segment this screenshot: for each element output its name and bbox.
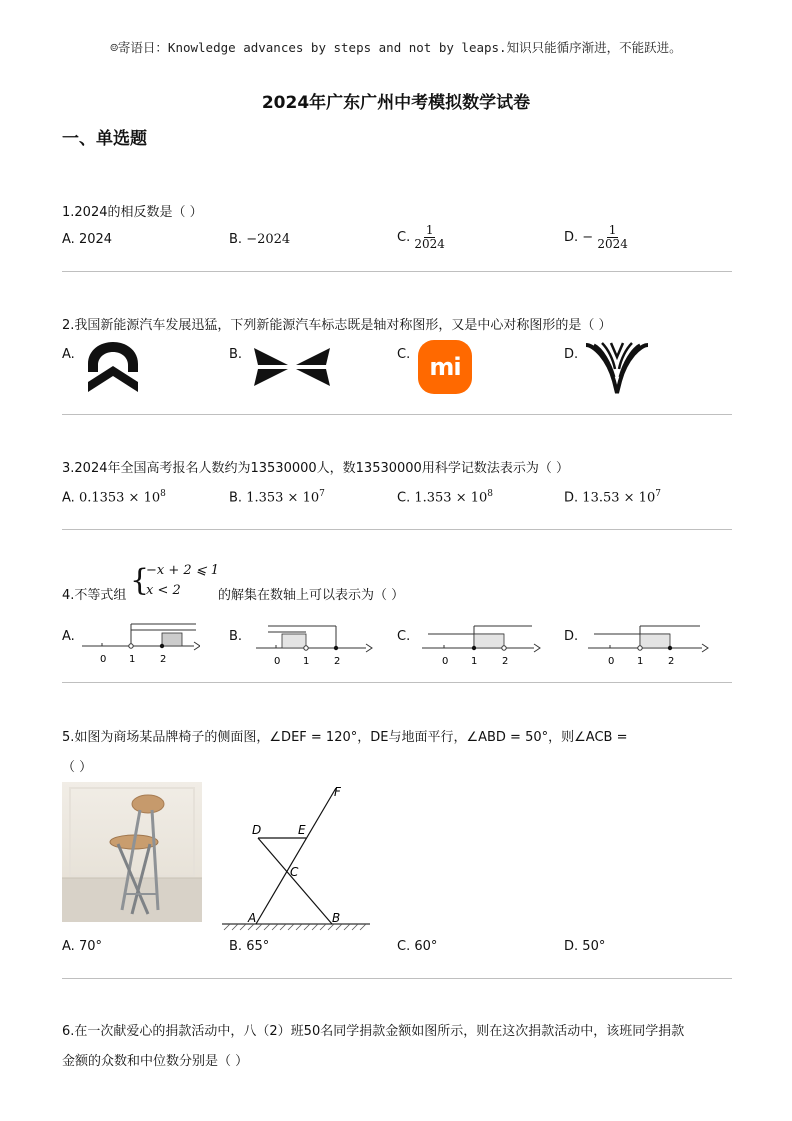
- divider: [62, 978, 732, 979]
- chair-photo: [62, 782, 202, 922]
- question-3-stem: 3.2024年全国高考报名人数约为13530000人，数13530000用科学记数法表示为（ ）: [62, 461, 569, 476]
- nio-logo-icon: [84, 340, 142, 394]
- svg-text:A: A: [248, 911, 257, 925]
- q2-option-c-label[interactable]: C.: [397, 347, 411, 362]
- q4-number-line-a: [80, 620, 200, 668]
- divider: [62, 682, 732, 683]
- wing-logo-icon: [584, 341, 650, 395]
- question-6-stem-line1: 6.在一次献爱心的捐款活动中，八（2）班50名同学捐款金额如图所示，则在这次捐款活动中，该班同学捐款: [62, 1024, 685, 1039]
- q2-option-d-label[interactable]: D.: [564, 347, 579, 362]
- question-4-stem-suffix: 的解集在数轴上可以表示为（ ）: [218, 588, 405, 603]
- question-2-stem: 2.我国新能源汽车发展迅猛，下列新能源汽车标志既是轴对称图形，又是中心对称图形的是（ ）: [62, 318, 612, 333]
- svg-text:C: C: [290, 865, 299, 879]
- question-5-paren: （ ）: [62, 760, 93, 775]
- q3-option-a[interactable]: A. $0.1353 \times 10^8$: [62, 489, 166, 506]
- svg-text:1: 1: [303, 656, 310, 667]
- q3-option-d[interactable]: D. $13.53 \times 10^7$: [564, 489, 661, 506]
- q4-option-a-label[interactable]: A.: [62, 629, 75, 644]
- svg-text:E: E: [298, 823, 306, 837]
- q5-option-a[interactable]: A. 70°: [62, 939, 102, 954]
- svg-text:0: 0: [100, 654, 107, 665]
- q4-option-b-label[interactable]: B.: [229, 629, 243, 644]
- xiaomi-logo-icon: mi: [418, 340, 472, 394]
- q1-option-c[interactable]: C. $\frac{1}{2024}$: [397, 223, 445, 251]
- geometry-figure: [218, 782, 374, 932]
- q2-option-b-label[interactable]: B.: [229, 347, 243, 362]
- inequality-1: −x + 2 ⩽ 1: [146, 563, 220, 578]
- fraction: $\frac{1}{2024}$: [414, 223, 445, 251]
- q1-option-b[interactable]: B. −2024: [229, 232, 291, 247]
- q5-option-d[interactable]: D. 50°: [564, 939, 606, 954]
- q1-option-a[interactable]: A. 2024: [62, 232, 113, 247]
- brace: {: [130, 563, 150, 598]
- divider: [62, 271, 732, 272]
- q4-number-line-b: [254, 620, 374, 668]
- q3-option-b[interactable]: B. $1.353 \times 10^7$: [229, 489, 325, 506]
- question-4-stem-prefix: 4.不等式组: [62, 588, 127, 603]
- q1-option-d[interactable]: D. − $\frac{1}{2024}$: [564, 223, 628, 251]
- header-motto: ☺寄语日：Knowledge advances by steps and not by leaps.知识只能循序渐进，不能跃进。: [110, 40, 682, 55]
- q5-option-c[interactable]: C. 60°: [397, 939, 438, 954]
- inequality-2: x < 2: [146, 583, 181, 598]
- q2-option-a-label[interactable]: A.: [62, 347, 75, 362]
- q4-option-d-label[interactable]: D.: [564, 629, 579, 644]
- svg-text:2: 2: [334, 656, 341, 667]
- question-5-stem: 5.如图为商场某品牌椅子的侧面图，∠DEF = 120°，DE与地面平行，∠ABD = 50°，则∠ACB =: [62, 730, 628, 745]
- fraction: $\frac{1}{2024}$: [597, 223, 628, 251]
- divider: [62, 414, 732, 415]
- svg-text:1: 1: [637, 656, 644, 667]
- q5-option-b[interactable]: B. 65°: [229, 939, 270, 954]
- page-title: 2024年广东广州中考模拟数学试卷: [261, 93, 531, 113]
- divider: [62, 529, 732, 530]
- svg-text:F: F: [334, 785, 341, 799]
- question-6-stem-line2: 金额的众数和中位数分别是（ ）: [62, 1054, 249, 1069]
- svg-text:0: 0: [274, 656, 281, 667]
- q4-number-line-d: [586, 620, 710, 668]
- xpeng-logo-icon: [252, 346, 332, 388]
- svg-text:2: 2: [160, 654, 167, 665]
- svg-text:1: 1: [129, 654, 136, 665]
- svg-text:B: B: [332, 911, 341, 925]
- svg-text:0: 0: [608, 656, 615, 667]
- svg-text:2: 2: [502, 656, 509, 667]
- svg-text:1: 1: [471, 656, 478, 667]
- q4-number-line-c: [420, 620, 542, 668]
- svg-text:D: D: [252, 823, 262, 837]
- section-heading: 一、单选题: [62, 129, 147, 149]
- question-1-stem: 1.2024的相反数是（ ）: [62, 205, 203, 220]
- svg-text:2: 2: [668, 656, 675, 667]
- svg-text:0: 0: [442, 656, 449, 667]
- q3-option-c[interactable]: C. $1.353 \times 10^8$: [397, 489, 494, 506]
- q4-option-c-label[interactable]: C.: [397, 629, 411, 644]
